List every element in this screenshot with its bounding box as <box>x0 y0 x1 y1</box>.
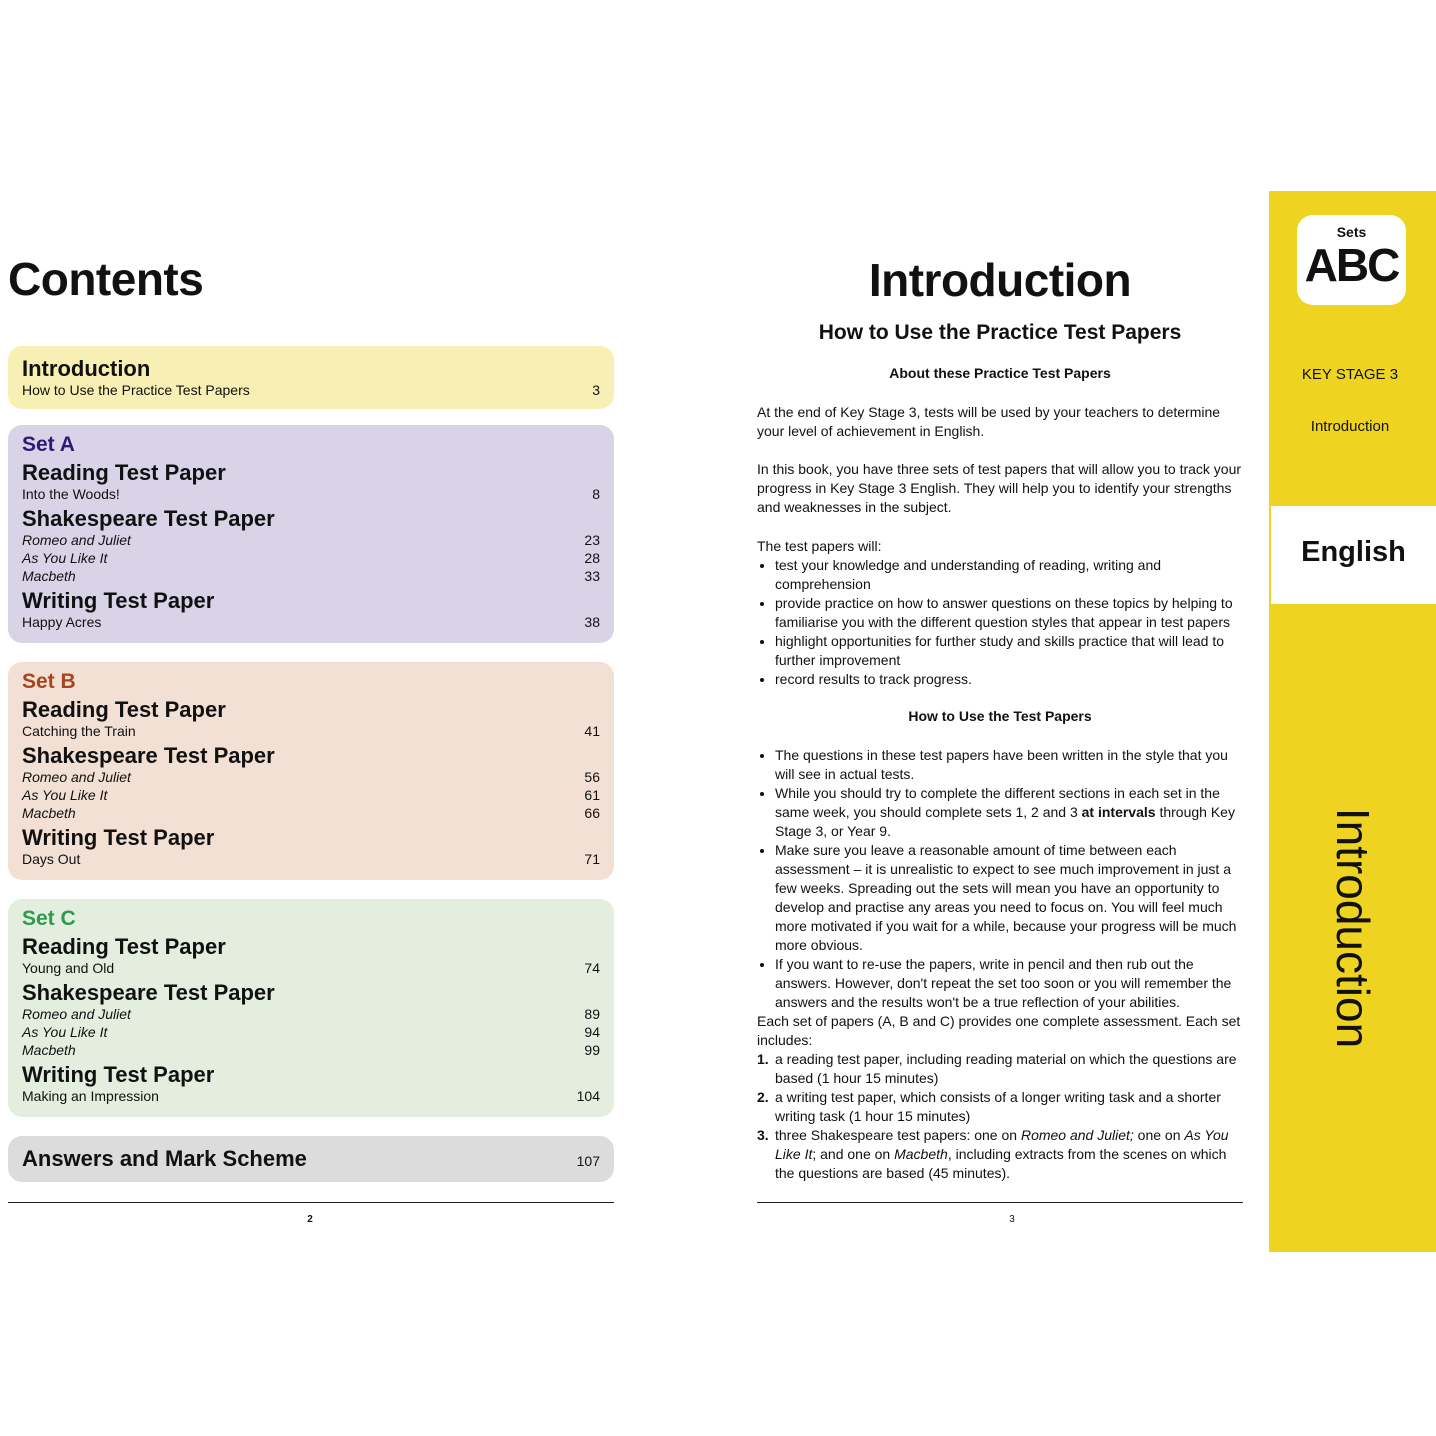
section-heading: Reading Test Paper <box>22 460 226 485</box>
stage-label: KEY STAGE 3 <box>1301 366 1399 383</box>
vertical-section-label: Introduction <box>1327 807 1379 1049</box>
entry-title: Making an Impression <box>22 1088 159 1104</box>
entry-page: 38 <box>584 614 600 630</box>
about-heading: About these Practice Test Papers <box>889 365 1111 381</box>
footer-rule <box>757 1202 1243 1203</box>
section-heading: Writing Test Paper <box>22 1062 215 1087</box>
entry-page: 3 <box>592 382 600 398</box>
list-item: • While you should try to complete the different sections in each set in the same week, you should complete sets 1, 2 and 3 at intervals through Key Stage 3, or Year 9. <box>775 784 1243 841</box>
entry-page: 8 <box>592 486 600 502</box>
entry-title: How to Use the Practice Test Papers <box>22 382 250 398</box>
contents-entry[interactable] <box>22 1087 600 1105</box>
entry-title: Young and Old <box>22 960 115 976</box>
entry-title: Romeo and Juliet <box>22 532 131 548</box>
list-item: • test your knowledge and understanding of reading, writing and comprehension <box>775 556 1243 594</box>
contents-entry[interactable] <box>22 613 600 631</box>
contents-answers[interactable] <box>8 1136 614 1182</box>
section-label: Introduction <box>1310 418 1390 435</box>
contents-entry[interactable] <box>22 567 600 585</box>
list-item: • highlight opportunities for further study and skills practice that will lead to further improvement <box>775 632 1243 670</box>
entry-title: Into the Woods! <box>22 486 120 502</box>
entry-title: Macbeth <box>22 568 76 584</box>
list-item: • If you want to re-use the papers, write in pencil and then rub out the answers. However, don't repeat the set too soon or you will remember the answers and the results won't be a true reflection of your abilities. <box>775 955 1243 1012</box>
entry-page: 107 <box>576 1153 600 1169</box>
intro-paragraph-1: At the end of Key Stage 3, tests will be used by your teachers to determine your level of achievement in English. <box>757 404 1221 439</box>
entry-page: 104 <box>576 1088 600 1104</box>
entry-title: Catching the Train <box>22 723 136 739</box>
contents-entry[interactable] <box>22 1005 600 1023</box>
list-item: 1. a reading test paper, including reading material on which the questions are based (1 hour 15 minutes) <box>757 1051 1237 1086</box>
entry-page: 94 <box>584 1024 600 1040</box>
entry-page: 33 <box>584 568 600 584</box>
sets-badge <box>1297 215 1406 305</box>
contents-entry[interactable] <box>22 531 600 549</box>
contents-entry[interactable] <box>22 722 600 740</box>
entry-page: 74 <box>584 960 600 976</box>
section-heading: Shakespeare Test Paper <box>22 743 275 768</box>
set-label: Set A <box>22 433 75 456</box>
entry-page: 41 <box>584 723 600 739</box>
contents-set-b <box>8 662 614 880</box>
section-heading: Answers and Mark Scheme <box>22 1146 307 1171</box>
page-number: 3 <box>1009 1214 1015 1225</box>
numbered-list <box>757 1050 1243 1183</box>
entry-page: 61 <box>584 787 600 803</box>
contents-entry[interactable] <box>22 549 600 567</box>
will-intro: The test papers will: <box>757 538 882 554</box>
entry-title: Romeo and Juliet <box>22 1006 131 1022</box>
contents-entry[interactable] <box>22 768 600 786</box>
entry-title: As You Like It <box>22 1024 108 1040</box>
will-bullet-list <box>757 556 1243 689</box>
contents-entry[interactable] <box>22 485 600 503</box>
entry-title: Romeo and Juliet <box>22 769 131 785</box>
page-number: 2 <box>307 1214 313 1225</box>
sets-letters: ABC <box>1304 239 1399 291</box>
entry-page: 23 <box>584 532 600 548</box>
contents-entry[interactable] <box>22 786 600 804</box>
entry-title: Days Out <box>22 851 81 867</box>
contents-entry[interactable] <box>22 381 600 399</box>
entry-title: As You Like It <box>22 550 108 566</box>
subject-label: English <box>1301 536 1406 568</box>
contents-entry[interactable] <box>22 959 600 977</box>
entry-page: 89 <box>584 1006 600 1022</box>
sets-label: Sets <box>1336 224 1367 240</box>
contents-entry[interactable] <box>22 850 600 868</box>
contents-entry[interactable] <box>22 1041 600 1059</box>
section-heading: Writing Test Paper <box>22 588 215 613</box>
entry-title: Happy Acres <box>22 614 102 630</box>
list-item: 3. three Shakespeare test papers: one on Romeo and Juliet; one on As You Like It; and one on Macbeth, including extracts from the scenes on which the questions are based (45 minutes). <box>757 1127 1229 1181</box>
entry-title: Macbeth <box>22 1042 76 1058</box>
section-heading: Introduction <box>22 356 151 381</box>
list-item: • Make sure you leave a reasonable amount of time between each assessment – it is unrealistic to expect to see much improvement in just a few weeks. Spreading out the sets will mean you have an opportunity to develop and practise any areas you need to focus on. You will feel much more motivated if you wait for a while, because your progress will be much more obvious. <box>775 841 1243 955</box>
entry-page: 99 <box>584 1042 600 1058</box>
set-label: Set C <box>22 907 76 930</box>
page-subtitle: How to Use the Practice Test Papers <box>818 321 1182 344</box>
intro-paragraph-2: In this book, you have three sets of test papers that will allow you to track your progress in Key Stage 3 English. They will help you to identify your strengths and weaknesses in the subject. <box>757 461 1242 515</box>
list-item: • The questions in these test papers have been written in the style that you will see in actual tests. <box>775 746 1243 784</box>
contents-entry[interactable] <box>22 804 600 822</box>
emphasis-text: at intervals <box>1081 804 1156 820</box>
page-title: Introduction <box>868 254 1132 306</box>
contents-set-c <box>8 899 614 1117</box>
entry-page: 71 <box>584 851 600 867</box>
section-heading: Reading Test Paper <box>22 697 226 722</box>
sets-paragraph: Each set of papers (A, B and C) provides one complete assessment. Each set includes: <box>757 1013 1241 1048</box>
contents-entry[interactable] <box>22 1023 600 1041</box>
entry-page: 28 <box>584 550 600 566</box>
entry-title: Macbeth <box>22 805 76 821</box>
set-label: Set B <box>22 670 76 693</box>
contents-set-a <box>8 425 614 643</box>
entry-page: 66 <box>584 805 600 821</box>
subject-box <box>1271 506 1436 604</box>
list-item: • record results to track progress. <box>775 670 1243 689</box>
entry-title: As You Like It <box>22 787 108 803</box>
list-item: 2. a writing test paper, which consists of a longer writing task and a shorter writing task (1 hour 15 minutes) <box>757 1089 1221 1124</box>
side-tab <box>1269 191 1436 1252</box>
contents-intro-section <box>8 346 614 409</box>
section-heading: Writing Test Paper <box>22 825 215 850</box>
list-item: • provide practice on how to answer questions on these topics by helping to familiarise you with the different question styles that appear in test papers <box>775 594 1243 632</box>
page-title: Contents <box>8 253 204 305</box>
section-heading: Shakespeare Test Paper <box>22 506 275 531</box>
howto-bullet-list <box>757 746 1243 1012</box>
entry-page: 56 <box>584 769 600 785</box>
footer-rule <box>8 1202 614 1203</box>
section-heading: Shakespeare Test Paper <box>22 980 275 1005</box>
section-heading: Reading Test Paper <box>22 934 226 959</box>
howto-heading: How to Use the Test Papers <box>908 708 1092 724</box>
